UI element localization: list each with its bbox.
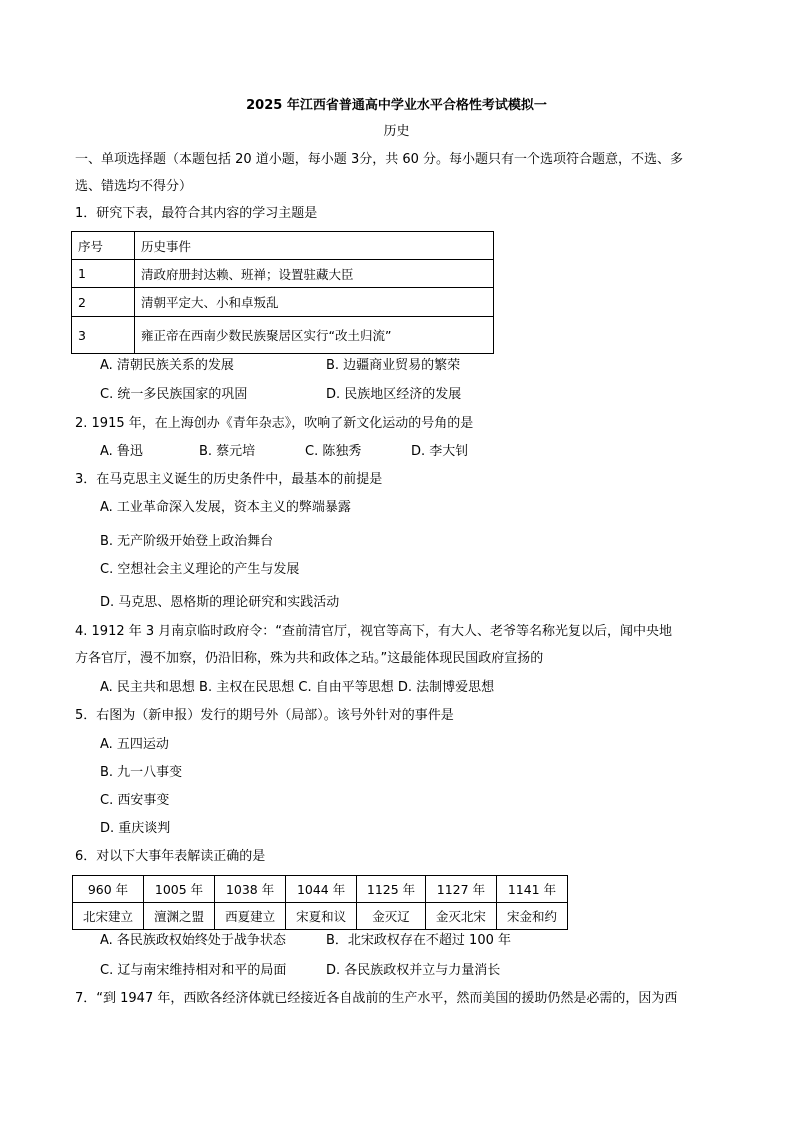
table-cell: 雍正帝在西南少数民族聚居区实行“改土归流” xyxy=(135,317,494,354)
timeline-event: 澶渊之盟 xyxy=(144,903,215,930)
table-cell: 清朝平定大、小和卓叛乱 xyxy=(135,288,494,317)
timeline-event: 金灭北宋 xyxy=(425,903,496,930)
timeline-year: 1125 年 xyxy=(357,876,426,903)
table-row xyxy=(72,317,494,354)
table-header-row xyxy=(72,232,494,260)
timeline-events-row xyxy=(73,903,568,930)
timeline-year: 1127 年 xyxy=(425,876,496,903)
question-5-option-d: D. 重庆谈判 xyxy=(100,821,171,836)
table-row xyxy=(72,288,494,317)
table-cell: 清政府册封达赖、班禅；设置驻藏大臣 xyxy=(135,260,494,288)
section-instructions-line2: 选、错选均不得分） xyxy=(75,179,193,194)
question-6-option-d: D. 各民族政权并立与力量消长 xyxy=(326,963,501,978)
question-5-stem: 5．右图为（新申报）发行的期号外（局部）。该号外针对的事件是 xyxy=(75,708,454,723)
table-row xyxy=(72,260,494,288)
exam-title: 2025 年江西省普通高中学业水平合格性考试模拟一 xyxy=(246,98,547,113)
question-1-stem: 1．研究下表，最符合其内容的学习主题是 xyxy=(75,206,318,221)
question-4-stem-line2: 方各官厅，漫不加察，仍沿旧称，殊为共和政体之玷。”这最能体现民国政府宣扬的 xyxy=(75,651,544,666)
question-6-stem: 6．对以下大事年表解读正确的是 xyxy=(75,849,266,864)
question-7-stem: 7．“到 1947 年，西欧各经济体就已经接近各自战前的生产水平，然而美国的援助仍然是必需的，因为西 xyxy=(75,991,678,1006)
question-1-option-b: B. 边疆商业贸易的繁荣 xyxy=(326,358,461,373)
question-2-option-c: C. 陈独秀 xyxy=(305,444,362,459)
question-3-stem: 3．在马克思主义诞生的历史条件中，最基本的前提是 xyxy=(75,472,383,487)
timeline-year: 1141 年 xyxy=(496,876,567,903)
question-5-option-b: B. 九一八事变 xyxy=(100,765,183,780)
question-1-option-d: D. 民族地区经济的发展 xyxy=(326,387,462,402)
timeline-event: 西夏建立 xyxy=(215,903,286,930)
question-6-option-a: A. 各民族政权始终处于战争状态 xyxy=(100,933,286,948)
timeline-years-row xyxy=(73,876,568,903)
timeline-event: 北宋建立 xyxy=(73,903,144,930)
timeline-year: 1038 年 xyxy=(215,876,286,903)
table-header-cell: 历史事件 xyxy=(135,232,494,260)
question-2-option-a: A. 鲁迅 xyxy=(100,444,143,459)
question-3-option-c: C. 空想社会主义理论的产生与发展 xyxy=(100,562,300,577)
timeline-year: 1044 年 xyxy=(286,876,357,903)
question-3-option-d: D. 马克思、恩格斯的理论研究和实践活动 xyxy=(100,595,340,610)
question-3-option-a: A. 工业革命深入发展，资本主义的弊端暴露 xyxy=(100,500,351,515)
question-5-option-a: A. 五四运动 xyxy=(100,737,169,752)
table-cell: 2 xyxy=(72,288,135,317)
table-cell: 3 xyxy=(72,317,135,354)
question-2-option-d: D. 李大钊 xyxy=(411,444,469,459)
question-6-option-c: C. 辽与南宋维持相对和平的局面 xyxy=(100,963,287,978)
question-2-stem: 2. 1915 年，在上海创办《青年杂志》，吹响了新文化运动的号角的是 xyxy=(75,416,474,431)
question-6-timeline-table xyxy=(72,875,568,930)
section-instructions-line1: 一、单项选择题（本题包括 20 道小题，每小题 3分，共 60 分。每小题只有一个选项符合题意，不选、多 xyxy=(75,152,684,167)
question-1-table xyxy=(71,231,494,354)
question-4-stem-line1: 4. 1912 年 3 月南京临时政府令：“查前清官厅，视官等高下，有大人、老爷等名称光复以后，闻中央地 xyxy=(75,624,673,639)
question-5-option-c: C. 西安事变 xyxy=(100,793,170,808)
timeline-event: 宋金和约 xyxy=(496,903,567,930)
timeline-year: 1005 年 xyxy=(144,876,215,903)
subject-heading: 历史 xyxy=(383,124,410,139)
question-1-option-c: C. 统一多民族国家的巩固 xyxy=(100,387,248,402)
question-2-option-b: B. 蔡元培 xyxy=(199,444,256,459)
timeline-event: 宋夏和议 xyxy=(286,903,357,930)
table-header-cell: 序号 xyxy=(72,232,135,260)
question-4-options: A. 民主共和思想 B. 主权在民思想 C. 自由平等思想 D. 法制博爱思想 xyxy=(100,680,495,695)
question-1-option-a: A. 清朝民族关系的发展 xyxy=(100,358,234,373)
table-cell: 1 xyxy=(72,260,135,288)
question-6-option-b: B．北宋政权存在不超过 100 年 xyxy=(326,933,511,948)
question-3-option-b: B. 无产阶级开始登上政治舞台 xyxy=(100,534,274,549)
timeline-event: 金灭辽 xyxy=(357,903,426,930)
timeline-year: 960 年 xyxy=(73,876,144,903)
